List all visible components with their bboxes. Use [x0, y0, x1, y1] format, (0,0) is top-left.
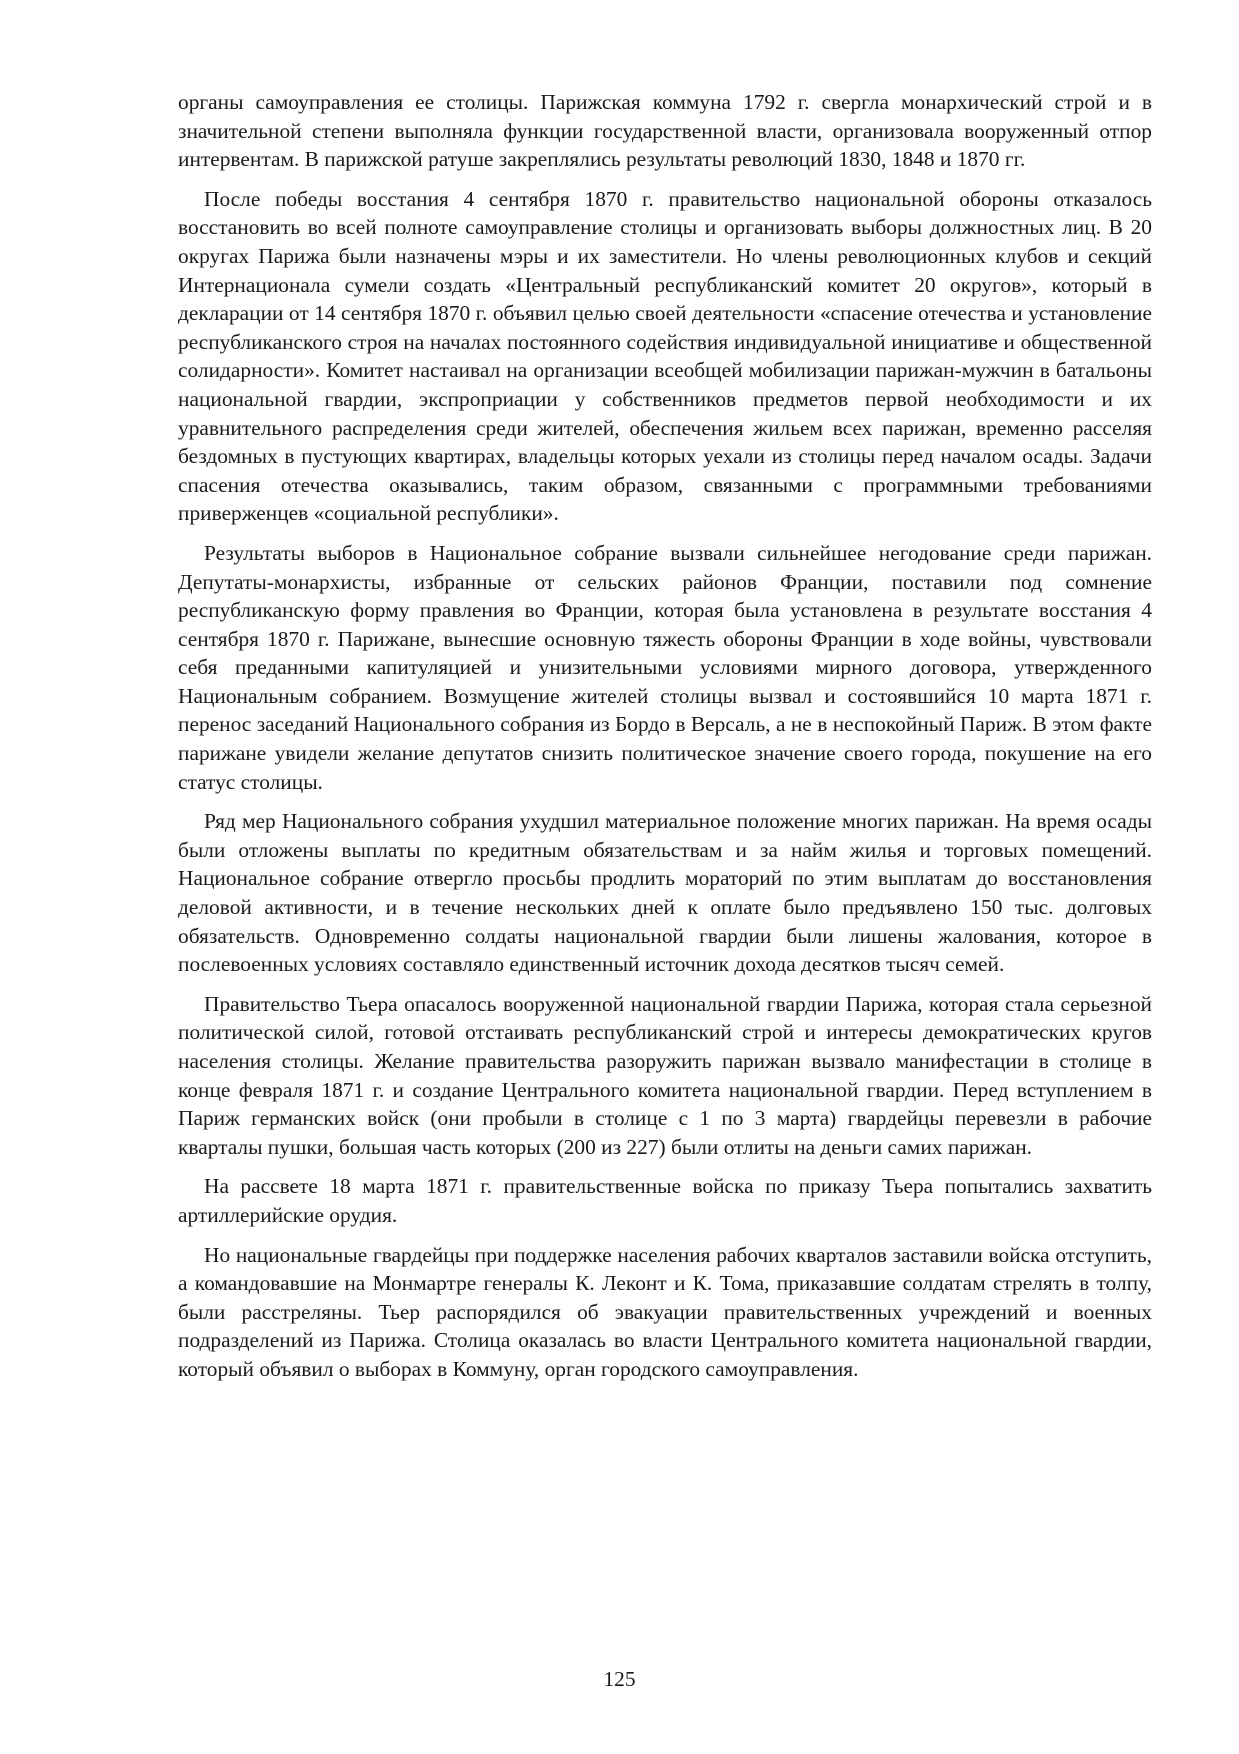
- paragraph: После победы восстания 4 сентября 1870 г. правительство национальной обороны отказалось восстановить во всей полноте самоуправление столицы и организовать выборы должностных лиц. В 20 округах Парижа были назначены мэры и их заместители. Но члены революционных клубов и секций Интернационала сумели создать «Центральный республиканский комитет 20 округов», который в декларации от 14 сентября 1870 г. объявил целью своей деятельности «спасение отечества и установление республиканского строя на началах постоянного содействия индивидуальной инициативе и общественной солидарности». Комитет настаивал на организации всеобщей мобилизации парижан-мужчин в батальоны национальной гвардии, экспроприации у собственников предметов первой необходимости и их уравнительного распределения среди жителей, обеспечения жильем всех парижан, временно расселяя бездомных в пустующих квартирах, владельцы которых уехали из столицы перед началом осады. Задачи спасения отечества оказывались, таким образом, связанными с программными требованиями приверженцев «социальной республики».: [178, 186, 1152, 526]
- paragraph: Ряд мер Национального собрания ухудшил материальное положение многих парижан. На время осады были отложены выплаты по кредитным обязательствам и за найм жилья и торговых помещений. Национальное собрание отвергло просьбы продлить мораторий по этим выплатам до восстановления деловой активности, и в течение нескольких дней к оплате было предъявлено 150 тыс. долговых обязательств. Одновременно солдаты национальной гвардии были лишены жалования, которое в послевоенных условиях составляло единственный источник дохода десятков тысяч семей.: [178, 809, 1152, 977]
- page-number: 125: [603, 1667, 636, 1691]
- paragraph: Результаты выборов в Национальное собрание вызвали сильнейшее негодование среди парижан. Депутаты-монархисты, избранные от сельских районов Франции, поставили под сомнение республиканскую форму правления во Франции, которая была установлена в результате восстания 4 сентября 1870 г. Парижане, вынесшие основную тяжесть обороны Франции в ходе войны, чувствовали себя преданными капитуляцией и унизительными условиями мирного договора, утвержденного Национальным собранием. Возмущение жителей столицы вызвал и состоявшийся 10 марта 1871 г. перенос заседаний Национального собрания из Бордо в Версаль, а не в неспокойный Париж. В этом факте парижане увидели желание депутатов снизить политическое значение своего города, покушение на его статус столицы.: [178, 540, 1152, 794]
- paragraph: На рассвете 18 марта 1871 г. правительственные войска по приказу Тьера попытались захватить артиллерийские орудия.: [178, 1174, 1152, 1227]
- body-text: [178, 88, 1152, 1395]
- paragraph: Но национальные гвардейцы при поддержке населения рабочих кварталов заставили войска отступить, а командовавшие на Монмартре генералы К. Леконт и К. Тома, приказавшие солдатам стрелять в толпу, были расстреляны. Тьер распорядился об эвакуации правительственных учреждений и военных подразделений из Парижа. Столица оказалась во власти Центрального комитета национальной гвардии, который объявил о выборах в Коммуну, орган городского самоуправления.: [178, 1242, 1152, 1381]
- paragraph: Правительство Тьера опасалось вооруженной национальной гвардии Парижа, которая стала серьезной политической силой, готовой отстаивать республиканский строй и интересы демократических кругов населения столицы. Желание правительства разоружить парижан вызвало манифестации в столице в конце февраля 1871 г. и создание Центрального комитета национальной гвардии. Перед вступлением в Париж германских войск (они пробыли в столице с 1 по 3 марта) гвардейцы перевезли в рабочие кварталы пушки, большая часть которых (200 из 227) были отлиты на деньги самих парижан.: [178, 991, 1152, 1159]
- paragraph-continuation: органы самоуправления ее столицы. Парижская коммуна 1792 г. свергла монархический строй и в значительной степени выполняла функции государственной власти, организовала вооруженный отпор интервентам. В парижской ратуше закреплялись результаты революций 1830, 1848 и 1870 гг.: [178, 90, 1152, 172]
